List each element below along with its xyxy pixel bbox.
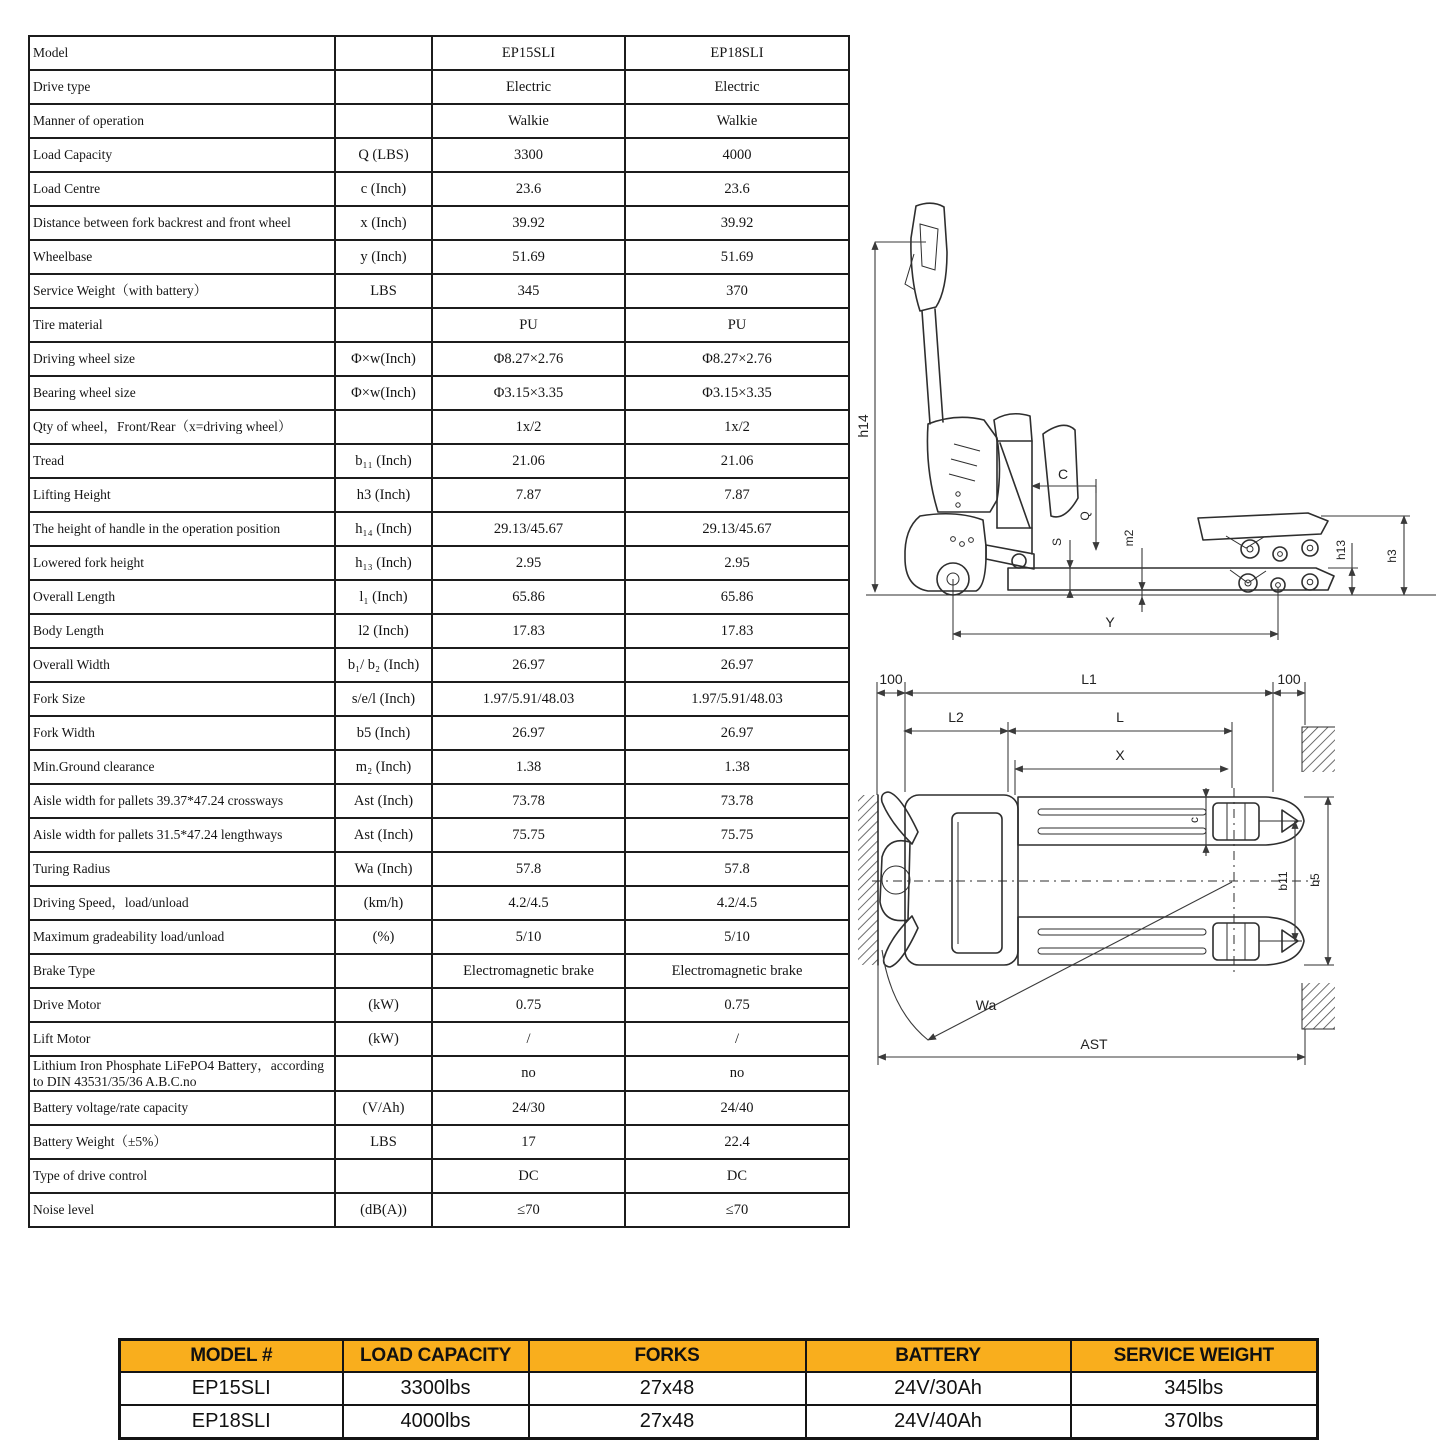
spec-cell-label: Lithium Iron Phosphate LiFePO4 Battery，according to DIN 43531/35/36 A.B.C.no bbox=[29, 1056, 335, 1091]
spec-cell-unit bbox=[335, 70, 432, 104]
spec-cell-label: Distance between fork backrest and front wheel bbox=[29, 206, 335, 240]
spec-cell-unit: b₁₁ (Inch) bbox=[335, 444, 432, 478]
spec-cell-unit: Ast (Inch) bbox=[335, 784, 432, 818]
spec-cell-label: Aisle width for pallets 31.5*47.24 lengthways bbox=[29, 818, 335, 852]
spec-cell-label: Tread bbox=[29, 444, 335, 478]
spec-cell-unit: (%) bbox=[335, 920, 432, 954]
spec-cell-ep18: Φ8.27×2.76 bbox=[625, 342, 849, 376]
dim-wa-label: Wa bbox=[975, 997, 997, 1013]
spec-row bbox=[29, 478, 849, 512]
spec-row bbox=[29, 104, 849, 138]
spec-row bbox=[29, 580, 849, 614]
spec-cell-label: Wheelbase bbox=[29, 240, 335, 274]
spec-cell-ep15: Φ8.27×2.76 bbox=[432, 342, 625, 376]
spec-cell-ep15: 21.06 bbox=[432, 444, 625, 478]
spec-cell-ep15: 24/30 bbox=[432, 1091, 625, 1125]
spec-cell-label: Type of drive control bbox=[29, 1159, 335, 1193]
spec-row bbox=[29, 308, 849, 342]
spec-cell-ep18: 22.4 bbox=[625, 1125, 849, 1159]
spec-cell-label: Service Weight（with battery） bbox=[29, 274, 335, 308]
spec-cell-label: The height of handle in the operation position bbox=[29, 512, 335, 546]
spec-cell-ep18: 21.06 bbox=[625, 444, 849, 478]
spec-cell-ep18: 26.97 bbox=[625, 716, 849, 750]
spec-row bbox=[29, 988, 849, 1022]
spec-row bbox=[29, 614, 849, 648]
spec-cell-ep15: 5/10 bbox=[432, 920, 625, 954]
spec-cell-unit: Q (LBS) bbox=[335, 138, 432, 172]
spec-row bbox=[29, 444, 849, 478]
dim-m2-label: m2 bbox=[1122, 529, 1136, 547]
spec-cell-ep18: 57.8 bbox=[625, 852, 849, 886]
dim-100-left-label: 100 bbox=[879, 671, 903, 687]
spec-row bbox=[29, 784, 849, 818]
spec-row bbox=[29, 172, 849, 206]
spec-row bbox=[29, 240, 849, 274]
spec-cell-ep15: 3300 bbox=[432, 138, 625, 172]
top-view-dimensions bbox=[877, 671, 1334, 1065]
spec-cell-label: Driving wheel size bbox=[29, 342, 335, 376]
spec-row bbox=[29, 954, 849, 988]
spec-cell-unit bbox=[335, 1056, 432, 1091]
spec-cell-ep18: 23.6 bbox=[625, 172, 849, 206]
spec-row bbox=[29, 1091, 849, 1125]
spec-cell-label: Driving Speed，load/unload bbox=[29, 886, 335, 920]
summary-cell: 4000lbs bbox=[343, 1405, 529, 1439]
spec-cell-ep15: 1x/2 bbox=[432, 410, 625, 444]
spec-cell-label: Turing Radius bbox=[29, 852, 335, 886]
spec-row bbox=[29, 682, 849, 716]
spec-row bbox=[29, 512, 849, 546]
dim-q-label: Q bbox=[1078, 511, 1092, 521]
spec-cell-ep18: 2.95 bbox=[625, 546, 849, 580]
spec-row bbox=[29, 818, 849, 852]
spec-cell-ep15: 2.95 bbox=[432, 546, 625, 580]
spec-cell-ep15: 26.97 bbox=[432, 648, 625, 682]
spec-cell-label: Aisle width for pallets 39.37*47.24 crossways bbox=[29, 784, 335, 818]
dim-c-small-label: c bbox=[1187, 817, 1201, 823]
spec-cell-unit: h3 (Inch) bbox=[335, 478, 432, 512]
spec-cell-unit: l2 (Inch) bbox=[335, 614, 432, 648]
spec-cell-unit bbox=[335, 954, 432, 988]
spec-cell-unit: m₂ (Inch) bbox=[335, 750, 432, 784]
spec-row bbox=[29, 36, 849, 70]
side-view-diagram bbox=[855, 198, 1445, 650]
summary-cell: 24V/40Ah bbox=[806, 1405, 1071, 1439]
spec-cell-unit bbox=[335, 410, 432, 444]
dim-100-right-label: 100 bbox=[1277, 671, 1301, 687]
spec-cell-ep18: 51.69 bbox=[625, 240, 849, 274]
dim-l2-label: L2 bbox=[948, 709, 964, 725]
summary-header-cell: FORKS bbox=[529, 1340, 806, 1373]
spec-cell-ep18: PU bbox=[625, 308, 849, 342]
spec-cell-ep18: ≤70 bbox=[625, 1193, 849, 1227]
spec-cell-ep15: 1.38 bbox=[432, 750, 625, 784]
dim-ast-label: AST bbox=[1080, 1036, 1108, 1052]
spec-cell-unit: Wa (Inch) bbox=[335, 852, 432, 886]
pallet-truck-side-drawing bbox=[866, 203, 1436, 595]
pallet-truck-top-drawing bbox=[872, 788, 1320, 974]
spec-cell-ep18: Electric bbox=[625, 70, 849, 104]
spec-row bbox=[29, 716, 849, 750]
summary-cell: 27x48 bbox=[529, 1372, 806, 1405]
dim-l-label: L bbox=[1116, 709, 1124, 725]
spec-cell-unit bbox=[335, 1159, 432, 1193]
spec-cell-unit: (kW) bbox=[335, 1022, 432, 1056]
spec-cell-label: Tire material bbox=[29, 308, 335, 342]
spec-cell-label: Lowered fork height bbox=[29, 546, 335, 580]
top-view-diagram bbox=[858, 652, 1445, 1104]
spec-cell-ep15: DC bbox=[432, 1159, 625, 1193]
summary-table bbox=[118, 1338, 1319, 1440]
spec-row bbox=[29, 1193, 849, 1227]
dim-l1-label: L1 bbox=[1081, 671, 1097, 687]
summary-cell: 370lbs bbox=[1071, 1405, 1318, 1439]
spec-cell-label: Drive type bbox=[29, 70, 335, 104]
spec-cell-ep15: 51.69 bbox=[432, 240, 625, 274]
summary-header-cell: MODEL # bbox=[120, 1340, 343, 1373]
dim-b11-label: b11 bbox=[1276, 871, 1290, 891]
spec-cell-ep15: 7.87 bbox=[432, 478, 625, 512]
spec-cell-ep15: / bbox=[432, 1022, 625, 1056]
summary-cell: 345lbs bbox=[1071, 1372, 1318, 1405]
summary-row bbox=[120, 1372, 1318, 1405]
spec-cell-ep15: ≤70 bbox=[432, 1193, 625, 1227]
dim-c-label: C bbox=[1057, 466, 1069, 482]
summary-row bbox=[120, 1405, 1318, 1439]
walls-hatching bbox=[858, 727, 1335, 1029]
summary-cell: 3300lbs bbox=[343, 1372, 529, 1405]
spec-cell-unit: c (Inch) bbox=[335, 172, 432, 206]
spec-cell-unit: Φ×w(Inch) bbox=[335, 342, 432, 376]
spec-cell-label: Battery voltage/rate capacity bbox=[29, 1091, 335, 1125]
summary-table-body bbox=[120, 1372, 1318, 1439]
spec-cell-ep18: 17.83 bbox=[625, 614, 849, 648]
spec-cell-unit: y (Inch) bbox=[335, 240, 432, 274]
spec-cell-ep15: 23.6 bbox=[432, 172, 625, 206]
summary-cell: 24V/30Ah bbox=[806, 1372, 1071, 1405]
spec-cell-unit bbox=[335, 308, 432, 342]
spec-table bbox=[28, 35, 850, 1228]
spec-cell-ep18: 65.86 bbox=[625, 580, 849, 614]
spec-cell-ep18: 5/10 bbox=[625, 920, 849, 954]
summary-header-cell: SERVICE WEIGHT bbox=[1071, 1340, 1318, 1373]
summary-header-cell: LOAD CAPACITY bbox=[343, 1340, 529, 1373]
spec-cell-unit: b₁/ b₂ (Inch) bbox=[335, 648, 432, 682]
spec-cell-ep18: 75.75 bbox=[625, 818, 849, 852]
spec-cell-unit: b5 (Inch) bbox=[335, 716, 432, 750]
spec-cell-label: Manner of operation bbox=[29, 104, 335, 138]
spec-cell-ep15: EP15SLI bbox=[432, 36, 625, 70]
spec-cell-ep15: 4.2/4.5 bbox=[432, 886, 625, 920]
spec-cell-ep18: EP18SLI bbox=[625, 36, 849, 70]
spec-cell-ep18: / bbox=[625, 1022, 849, 1056]
dim-x-label: X bbox=[1115, 747, 1125, 763]
spec-cell-unit: Ast (Inch) bbox=[335, 818, 432, 852]
summary-header-cell: BATTERY bbox=[806, 1340, 1071, 1373]
summary-cell: EP18SLI bbox=[120, 1405, 343, 1439]
spec-cell-label: Load Capacity bbox=[29, 138, 335, 172]
spec-cell-label: Fork Width bbox=[29, 716, 335, 750]
spec-cell-unit: l₁ (Inch) bbox=[335, 580, 432, 614]
spec-cell-ep15: 75.75 bbox=[432, 818, 625, 852]
spec-cell-unit bbox=[335, 104, 432, 138]
spec-cell-ep18: 4000 bbox=[625, 138, 849, 172]
spec-row bbox=[29, 274, 849, 308]
summary-cell: EP15SLI bbox=[120, 1372, 343, 1405]
spec-row bbox=[29, 138, 849, 172]
spec-cell-ep15: 65.86 bbox=[432, 580, 625, 614]
dim-b5-label: b5 bbox=[1308, 873, 1322, 887]
spec-row bbox=[29, 206, 849, 240]
dim-h13-label: h13 bbox=[1334, 539, 1348, 561]
spec-cell-label: Noise level bbox=[29, 1193, 335, 1227]
spec-cell-label: Qty of wheel，Front/Rear（x=driving wheel） bbox=[29, 410, 335, 444]
dim-h3-label: h3 bbox=[1385, 549, 1399, 563]
spec-cell-unit: h₁₄ (Inch) bbox=[335, 512, 432, 546]
spec-cell-ep18: 29.13/45.67 bbox=[625, 512, 849, 546]
summary-header-row bbox=[120, 1340, 1318, 1373]
spec-cell-ep15: 1.97/5.91/48.03 bbox=[432, 682, 625, 716]
spec-cell-label: Body Length bbox=[29, 614, 335, 648]
spec-cell-unit: h₁₃ (Inch) bbox=[335, 546, 432, 580]
spec-row bbox=[29, 546, 849, 580]
spec-cell-ep15: 57.8 bbox=[432, 852, 625, 886]
spec-row bbox=[29, 1022, 849, 1056]
spec-row bbox=[29, 70, 849, 104]
spec-cell-label: Brake Type bbox=[29, 954, 335, 988]
spec-cell-ep18: DC bbox=[625, 1159, 849, 1193]
spec-row bbox=[29, 376, 849, 410]
spec-row bbox=[29, 648, 849, 682]
spec-cell-ep15: 17 bbox=[432, 1125, 625, 1159]
spec-cell-unit: LBS bbox=[335, 274, 432, 308]
spec-row bbox=[29, 342, 849, 376]
spec-cell-label: Maximum gradeability load/unload bbox=[29, 920, 335, 954]
spec-cell-label: Drive Motor bbox=[29, 988, 335, 1022]
spec-cell-ep18: 0.75 bbox=[625, 988, 849, 1022]
spec-cell-label: Lift Motor bbox=[29, 1022, 335, 1056]
spec-cell-ep18: 370 bbox=[625, 274, 849, 308]
dim-h14-label: h14 bbox=[855, 414, 871, 438]
spec-cell-ep18: Φ3.15×3.35 bbox=[625, 376, 849, 410]
spec-cell-label: Load Centre bbox=[29, 172, 335, 206]
spec-cell-label: Model bbox=[29, 36, 335, 70]
spec-cell-unit: s/e/l (Inch) bbox=[335, 682, 432, 716]
spec-cell-ep18: 1.97/5.91/48.03 bbox=[625, 682, 849, 716]
spec-row bbox=[29, 750, 849, 784]
spec-cell-ep18: 1.38 bbox=[625, 750, 849, 784]
spec-cell-ep18: no bbox=[625, 1056, 849, 1091]
spec-cell-ep18: 4.2/4.5 bbox=[625, 886, 849, 920]
spec-row bbox=[29, 410, 849, 444]
spec-cell-ep15: 29.13/45.67 bbox=[432, 512, 625, 546]
spec-cell-unit: (km/h) bbox=[335, 886, 432, 920]
spec-cell-unit: (kW) bbox=[335, 988, 432, 1022]
spec-cell-label: Lifting Height bbox=[29, 478, 335, 512]
summary-cell: 27x48 bbox=[529, 1405, 806, 1439]
spec-table-body bbox=[29, 36, 849, 1227]
spec-cell-unit: x (Inch) bbox=[335, 206, 432, 240]
spec-cell-ep15: Φ3.15×3.35 bbox=[432, 376, 625, 410]
spec-row bbox=[29, 886, 849, 920]
dim-s-label: S bbox=[1050, 537, 1064, 547]
spec-cell-ep18: 39.92 bbox=[625, 206, 849, 240]
spec-cell-ep15: PU bbox=[432, 308, 625, 342]
spec-cell-ep15: Electromagnetic brake bbox=[432, 954, 625, 988]
spec-cell-label: Fork Size bbox=[29, 682, 335, 716]
spec-cell-ep18: Electromagnetic brake bbox=[625, 954, 849, 988]
spec-cell-ep18: 24/40 bbox=[625, 1091, 849, 1125]
spec-cell-ep15: Walkie bbox=[432, 104, 625, 138]
spec-row bbox=[29, 1056, 849, 1091]
spec-cell-ep15: 26.97 bbox=[432, 716, 625, 750]
spec-cell-ep15: 345 bbox=[432, 274, 625, 308]
spec-cell-label: Bearing wheel size bbox=[29, 376, 335, 410]
spec-cell-ep15: 17.83 bbox=[432, 614, 625, 648]
spec-cell-unit: (dB(A)) bbox=[335, 1193, 432, 1227]
spec-cell-unit: (V/Ah) bbox=[335, 1091, 432, 1125]
dim-y-label: Y bbox=[1105, 614, 1115, 630]
spec-row bbox=[29, 1125, 849, 1159]
spec-cell-ep15: no bbox=[432, 1056, 625, 1091]
spec-cell-ep15: Electric bbox=[432, 70, 625, 104]
spec-cell-ep15: 73.78 bbox=[432, 784, 625, 818]
spec-cell-label: Min.Ground clearance bbox=[29, 750, 335, 784]
spec-cell-ep18: Walkie bbox=[625, 104, 849, 138]
spec-row bbox=[29, 920, 849, 954]
spec-cell-unit bbox=[335, 36, 432, 70]
spec-cell-unit: Φ×w(Inch) bbox=[335, 376, 432, 410]
spec-cell-label: Overall Length bbox=[29, 580, 335, 614]
spec-cell-ep15: 0.75 bbox=[432, 988, 625, 1022]
spec-cell-unit: LBS bbox=[335, 1125, 432, 1159]
spec-cell-ep18: 1x/2 bbox=[625, 410, 849, 444]
spec-row bbox=[29, 852, 849, 886]
spec-cell-ep18: 26.97 bbox=[625, 648, 849, 682]
spec-row bbox=[29, 1159, 849, 1193]
spec-cell-ep18: 73.78 bbox=[625, 784, 849, 818]
spec-cell-ep15: 39.92 bbox=[432, 206, 625, 240]
spec-cell-ep18: 7.87 bbox=[625, 478, 849, 512]
spec-cell-label: Battery Weight（±5%） bbox=[29, 1125, 335, 1159]
spec-cell-label: Overall Width bbox=[29, 648, 335, 682]
